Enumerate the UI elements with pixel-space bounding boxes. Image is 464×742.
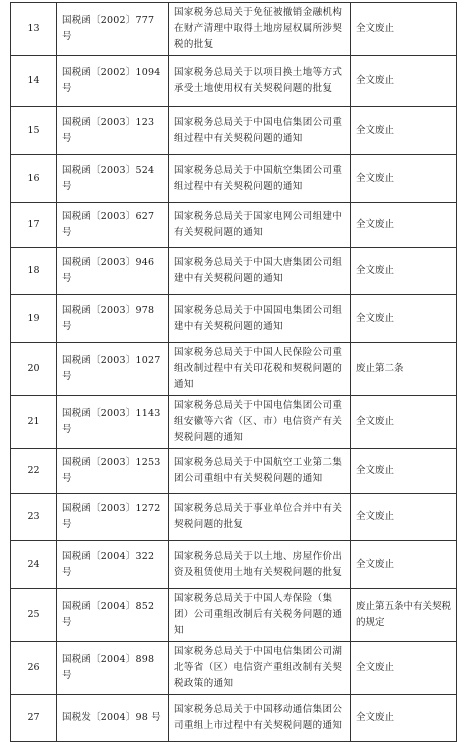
abolition-status: 全文废止 [351,107,457,155]
abolition-status: 废止第五条中有关契税的规定 [351,589,457,642]
document-number: 国税函〔2003〕524 号 [57,155,169,203]
table-row [11,203,457,248]
row-number: 20 [11,343,57,396]
document-subject: 国家税务总局关于中国移动通信集团公司重组上市过程中有关契税问题的通知 [169,695,351,742]
document-subject: 国家税务总局关于中国人寿保险（集团）公司重组改制后有关税务问题的通知 [169,589,351,642]
abolition-status: 全文废止 [351,248,457,295]
document-number: 国税函〔2003〕1272号 [57,494,169,541]
document-number: 国税发〔2004〕98 号 [57,695,169,742]
document-subject: 国家税务总局关于中国电信集团公司重组安徽等六省（区、市）电信资产有关契税问题的通知 [169,396,351,449]
row-number: 19 [11,295,57,343]
table-row [11,107,457,155]
document-number: 国税函〔2002〕777 号 [57,3,169,56]
document-number: 国税函〔2003〕1253号 [57,449,169,494]
abolition-status: 全文废止 [351,494,457,541]
table-row [11,248,457,295]
document-subject: 国家税务总局关于中国电信集团公司重组过程中有关契税问题的通知 [169,107,351,155]
document-number: 国税函〔2003〕978 号 [57,295,169,343]
abolition-status: 废止第二条 [351,343,457,396]
table-row [11,494,457,541]
row-number: 16 [11,155,57,203]
document-subject: 国家税务总局关于免征被撤销金融机构在财产清理中取得土地房屋权属所涉契税的批复 [169,3,351,56]
row-number: 23 [11,494,57,541]
abolished-documents-table [10,2,457,742]
table-row [11,589,457,642]
abolition-status: 全文废止 [351,695,457,742]
row-number: 14 [11,56,57,107]
table-row [11,541,457,589]
abolition-status: 全文废止 [351,3,457,56]
document-number: 国税函〔2003〕627 号 [57,203,169,248]
document-subject: 国家税务总局关于中国航空集团公司重组过程中有关契税问题的通知 [169,155,351,203]
table-row [11,295,457,343]
document-number: 国税函〔2003〕946 号 [57,248,169,295]
row-number: 25 [11,589,57,642]
row-number: 22 [11,449,57,494]
table-row [11,155,457,203]
row-number: 17 [11,203,57,248]
abolition-status: 全文废止 [351,541,457,589]
document-number: 国税函〔2003〕1143号 [57,396,169,449]
table-row [11,695,457,742]
document-subject: 国家税务总局关于以项目换土地等方式承受土地使用权有关契税问题的批复 [169,56,351,107]
document-subject: 国家税务总局关于中国人民保险公司重组改制过程中有关印花税和契税问题的通知 [169,343,351,396]
abolition-status: 全文废止 [351,449,457,494]
document-number: 国税函〔2004〕898 号 [57,642,169,695]
document-number: 国税函〔2004〕322 号 [57,541,169,589]
table-row [11,449,457,494]
document-subject: 国家税务总局关于中国电信集团公司湖北等省（区）电信资产重组改制有关契税政策的通知 [169,642,351,695]
document-number: 国税函〔2002〕1094号 [57,56,169,107]
abolition-status: 全文废止 [351,155,457,203]
document-number: 国税函〔2003〕123 号 [57,107,169,155]
table-row [11,3,457,56]
abolition-status: 全文废止 [351,56,457,107]
abolition-status: 全文废止 [351,396,457,449]
table-row [11,56,457,107]
abolition-status: 全文废止 [351,642,457,695]
document-subject: 国家税务总局关于以土地、房屋作价出资及租赁使用土地有关契税问题的批复 [169,541,351,589]
row-number: 26 [11,642,57,695]
abolition-status: 全文废止 [351,203,457,248]
row-number: 18 [11,248,57,295]
document-subject: 国家税务总局关于中国国电集团公司组建中有关契税问题的通知 [169,295,351,343]
row-number: 13 [11,3,57,56]
document-subject: 国家税务总局关于中国航空工业第二集团公司重组中有关契税问题的通知 [169,449,351,494]
document-subject: 国家税务总局关于事业单位合并中有关契税问题的批复 [169,494,351,541]
abolition-status: 全文废止 [351,295,457,343]
document-number: 国税函〔2004〕852 号 [57,589,169,642]
row-number: 15 [11,107,57,155]
document-subject: 国家税务总局关于中国大唐集团公司组建中有关契税问题的通知 [169,248,351,295]
row-number: 21 [11,396,57,449]
table-row [11,343,457,396]
table-body [11,3,457,742]
document-number: 国税函〔2003〕1027号 [57,343,169,396]
table-row [11,396,457,449]
document-subject: 国家税务总局关于国家电网公司组建中有关契税问题的通知 [169,203,351,248]
row-number: 27 [11,695,57,742]
table-row [11,642,457,695]
row-number: 24 [11,541,57,589]
